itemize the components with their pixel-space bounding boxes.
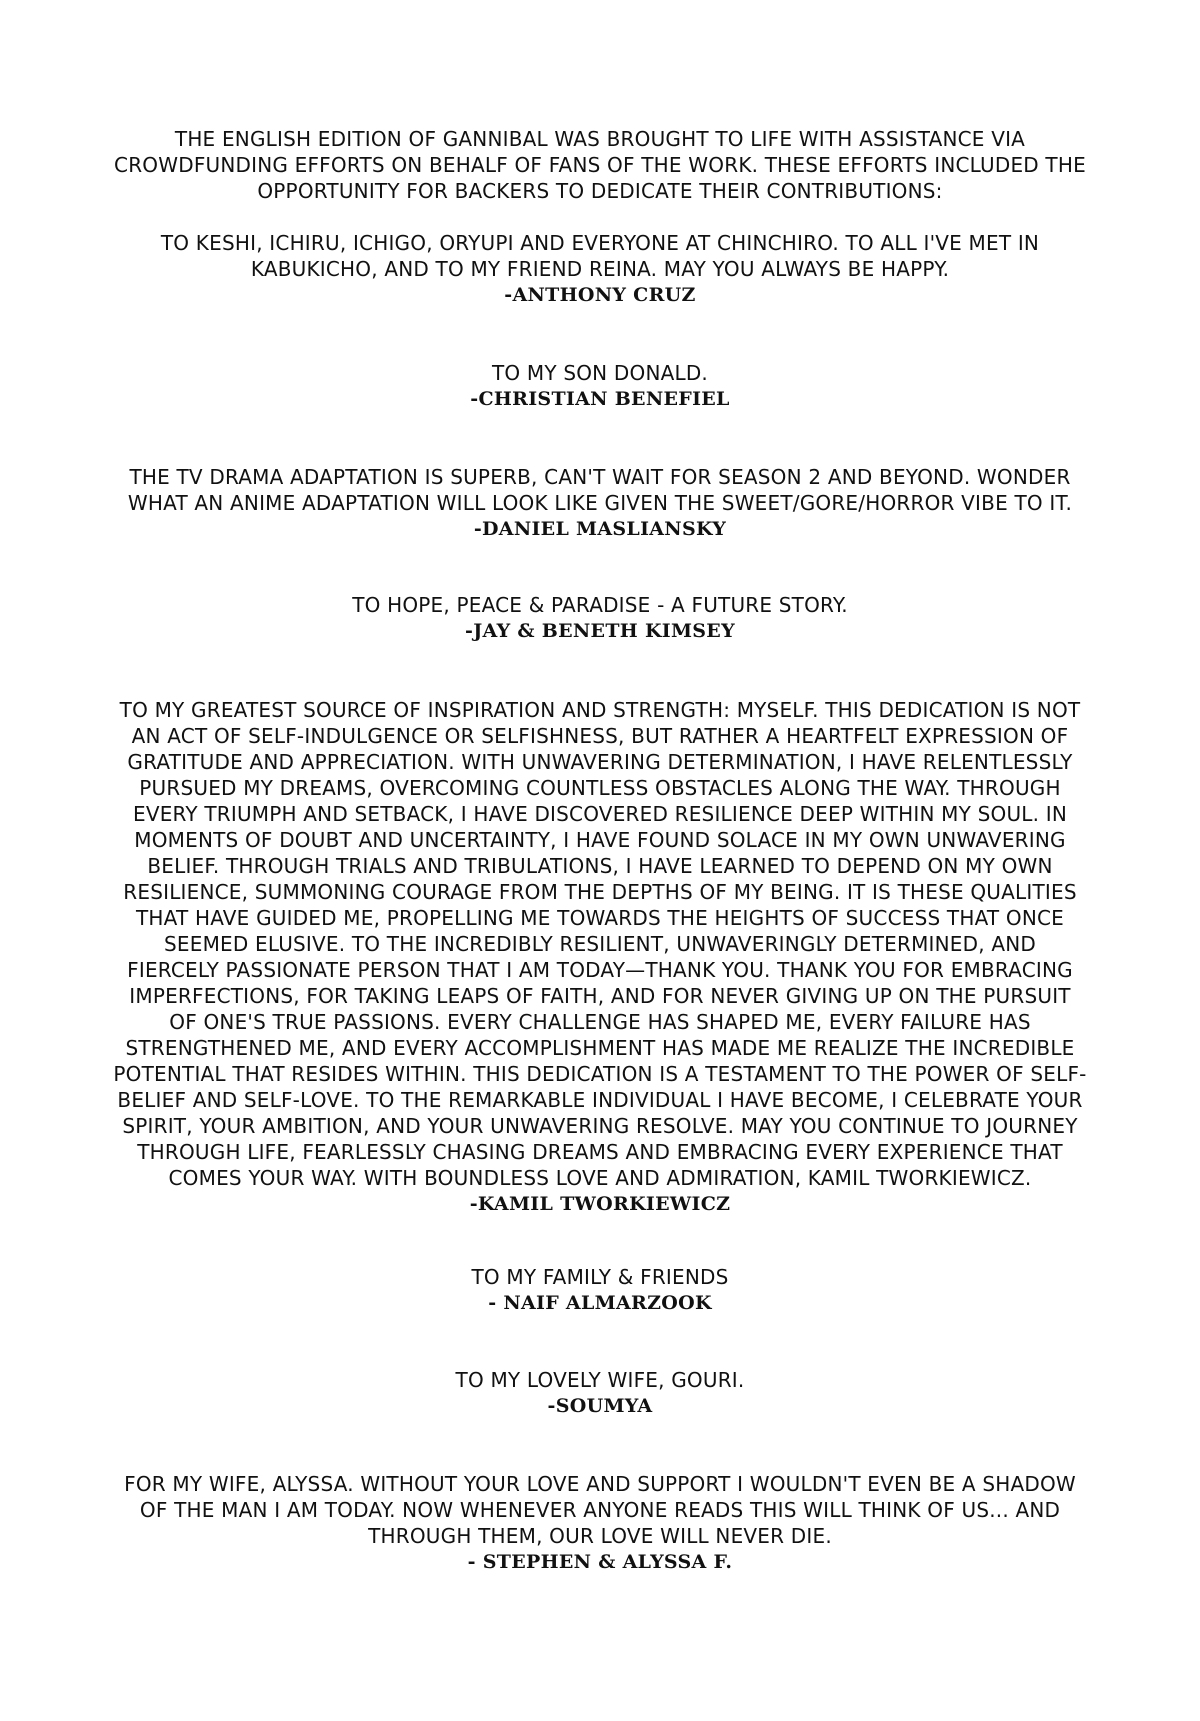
dedication-stephen-alyssa: [80, 1471, 1120, 1575]
dedication-text: TO MY GREATEST SOURCE OF INSPIRATION AND STRENGTH: MYSELF. THIS DEDICATION IS NOT AN ACT OF SELF-INDULGENCE OR SELFISHNESS, BUT RATHER A HEARTFELT EXPRESSION OF GRATITUDE AND APPRECIATION. WITH UNWAVERING DETERMINATION, I HAVE RELENTLESSLY PURSUED MY DREAMS, OVERCOMING COUNTLESS OBSTACLES ALONG THE WAY. THROUGH EVERY TRIUMPH AND SETBACK, I HAVE DISCOVERED RESILIENCE DEEP WITHIN MY SOUL. IN MOMENTS OF DOUBT AND UNCERTAINTY, I HAVE FOUND SOLACE IN MY OWN UNWAVERING BELIEF. THROUGH TRIALS AND TRIBULATIONS, I HAVE LEARNED TO DEPEND ON MY OWN RESILIENCE, SUMMONING COURAGE FROM THE DEPTHS OF MY BEING. IT IS THESE QUALITIES THAT HAVE GUIDED ME, PROPELLING ME TOWARDS THE HEIGHTS OF SUCCESS THAT ONCE SEEMED ELUSIVE. TO THE INCREDIBLY RESILIENT, UNWAVERINGLY DETERMINED, AND FIERCELY PASSIONATE PERSON THAT I AM TODAY—THANK YOU. THANK YOU FOR EMBRACING IMPERFECTIONS, FOR TAKING LEAPS OF FAITH, AND FOR NEVER GIVING UP ON THE PURSUIT OF ONE'S TRUE PASSIONS. EVERY CHALLENGE HAS SHAPED ME, EVERY FAILURE HAS STRENGTHENED ME, AND EVERY ACCOMPLISHMENT HAS MADE ME REALIZE THE INCREDIBLE POTENTIAL THAT RESIDES WITHIN. THIS DEDICATION IS A TESTAMENT TO THE POWER OF SELF- BELIEF AND SELF-LOVE. TO THE REMARKABLE INDIVIDUAL I HAVE BECOME, I CELEBRATE YOUR SPIRIT, YOUR AMBITION, AND YOUR UNWAVERING RESOLVE. MAY YOU CONTINUE TO JOURNEY THROUGH LIFE, FEARLESSLY CHASING DREAMS AND EMBRACING EVERY EXPERIENCE THAT COMES YOUR WAY. WITH BOUNDLESS LOVE AND ADMIRATION, KAMIL TWORKIEWICZ.: [113, 698, 1087, 1190]
dedication-daniel-masliansky: [80, 464, 1120, 542]
dedication-text: TO MY FAMILY & FRIENDS: [471, 1265, 729, 1289]
dedication-signature: -SOUMYA: [547, 1395, 653, 1417]
dedication-signature: - STEPHEN & ALYSSA F.: [467, 1551, 733, 1573]
dedication-signature: -CHRISTIAN BENEFIEL: [470, 388, 730, 410]
dedication-signature: -ANTHONY CRUZ: [504, 284, 696, 306]
dedication-signature: -JAY & BENETH KIMSEY: [465, 620, 735, 642]
dedication-signature: -KAMIL TWORKIEWICZ: [469, 1193, 731, 1215]
intro-text: THE ENGLISH EDITION OF GANNIBAL WAS BROUGHT TO LIFE WITH ASSISTANCE VIA CROWDFUNDING EFFORTS ON BEHALF OF FANS OF THE WORK. THESE EFFORTS INCLUDED THE OPPORTUNITY FOR BACKERS TO DEDICATE THEIR CONTRIBUTIONS:: [114, 127, 1086, 203]
dedication-christian-benefiel: [80, 360, 1120, 412]
dedication-text: TO MY SON DONALD.: [492, 361, 708, 385]
dedication-text: TO MY LOVELY WIFE, GOURI.: [455, 1368, 745, 1392]
dedication-text: THE TV DRAMA ADAPTATION IS SUPERB, CAN'T WAIT FOR SEASON 2 AND BEYOND. WONDER WHAT AN ANIME ADAPTATION WILL LOOK LIKE GIVEN THE SWEET/GORE/HORROR VIBE TO IT.: [127, 465, 1073, 515]
dedication-signature: - NAIF ALMARZOOK: [488, 1292, 712, 1314]
intro-paragraph: [80, 126, 1120, 204]
dedication-text: FOR MY WIFE, ALYSSA. WITHOUT YOUR LOVE AND SUPPORT I WOULDN'T EVEN BE A SHADOW OF THE MAN I AM TODAY. NOW WHENEVER ANYONE READS THIS WILL THINK OF US... AND THROUGH THEM, OUR LOVE WILL NEVER DIE.: [124, 1472, 1076, 1548]
dedication-naif-almarzook: [80, 1264, 1120, 1316]
dedication-kamil-tworkiewicz: [80, 697, 1120, 1217]
dedication-anthony-cruz: [80, 230, 1120, 308]
dedication-text: TO KESHI, ICHIRU, ICHIGO, ORYUPI AND EVERYONE AT CHINCHIRO. TO ALL I'VE MET IN KABUKICHO, AND TO MY FRIEND REINA. MAY YOU ALWAYS BE HAPPY.: [160, 231, 1040, 281]
dedication-signature: -DANIEL MASLIANSKY: [473, 518, 727, 540]
dedication-soumya: [80, 1367, 1120, 1419]
dedication-text: TO HOPE, PEACE & PARADISE - A FUTURE STORY.: [352, 593, 848, 617]
dedication-jay-beneth-kimsey: [80, 592, 1120, 644]
